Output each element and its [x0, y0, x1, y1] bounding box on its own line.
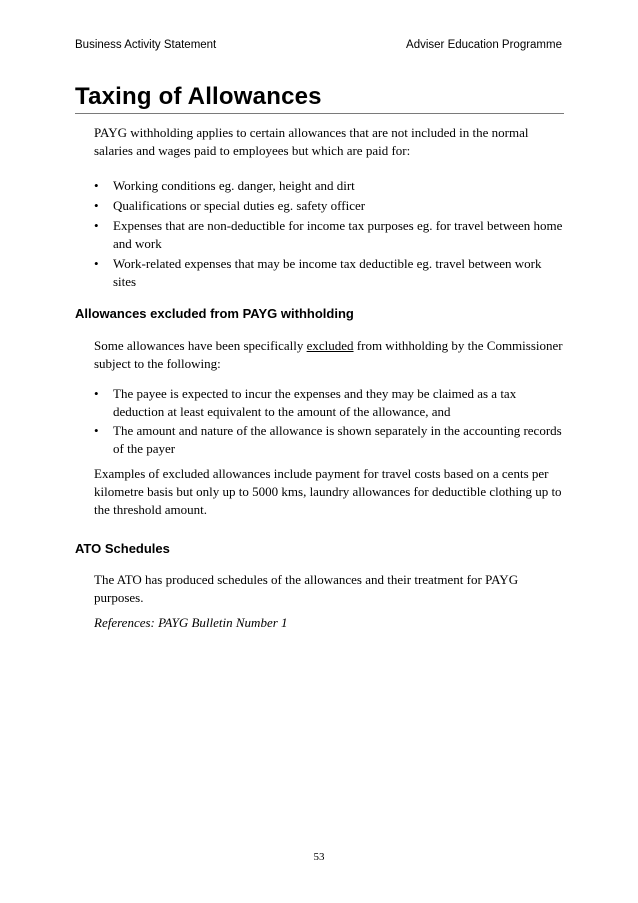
examples-paragraph: Examples of excluded allowances include payment for travel costs based on a cents per kilometre basis but only up to 5000 kms, laundry allowances for deductible clothing up to the threshold amount.: [94, 466, 562, 517]
list-item-text: The amount and nature of the allowance is shown separately in the accounting records of the payer: [113, 423, 562, 456]
section-heading-excluded: Allowances excluded from PAYG withholding: [75, 306, 354, 321]
list-item: [94, 217, 564, 253]
header-right: Adviser Education Programme: [406, 39, 562, 51]
excluded-paragraph: [94, 337, 564, 373]
list-item-text: Qualifications or special duties eg. safety officer: [113, 198, 366, 213]
page-title: Taxing of Allowances: [75, 83, 322, 110]
bullet-icon: •: [94, 218, 99, 233]
bullet-icon: •: [94, 198, 99, 213]
excluded-paragraph-end: from withholding by the Commissioner subject to the following:: [94, 338, 563, 371]
section-heading-ato: ATO Schedules: [75, 541, 170, 556]
page-number: 53: [313, 851, 325, 863]
list-item: [94, 422, 564, 458]
bullet-icon: •: [94, 256, 99, 271]
ato-paragraph: The ATO has produced schedules of the allowances and their treatment for PAYG purposes.: [94, 572, 519, 605]
bullet-icon: •: [94, 386, 99, 401]
excluded-paragraph-start: Some allowances have been specifically: [94, 338, 307, 353]
bullet-icon: •: [94, 178, 99, 193]
list-item: [94, 197, 564, 215]
references-line: References: PAYG Bulletin Number 1: [94, 615, 288, 630]
list-item-text: Work-related expenses that may be income tax deductible eg. travel between work sites: [113, 256, 542, 289]
list-item: [94, 255, 564, 291]
bullet-icon: •: [94, 423, 99, 438]
list-item-text: Expenses that are non-deductible for income tax purposes eg. for travel between home and work: [113, 218, 563, 251]
excluded-emphasis: excluded: [306, 338, 354, 353]
list-item-text: Working conditions eg. danger, height and dirt: [113, 178, 355, 193]
list-item: [94, 177, 564, 195]
list-item: [94, 385, 564, 421]
title-divider: [75, 113, 564, 114]
intro-paragraph: PAYG withholding applies to certain allowances that are not included in the normal salaries and wages paid to employees but which are paid for:: [94, 125, 529, 158]
list-item-text: The payee is expected to incur the expenses and they may be claimed as a tax deduction at least equivalent to the amount of the allowance, and: [113, 386, 517, 419]
header-left: Business Activity Statement: [75, 39, 217, 51]
